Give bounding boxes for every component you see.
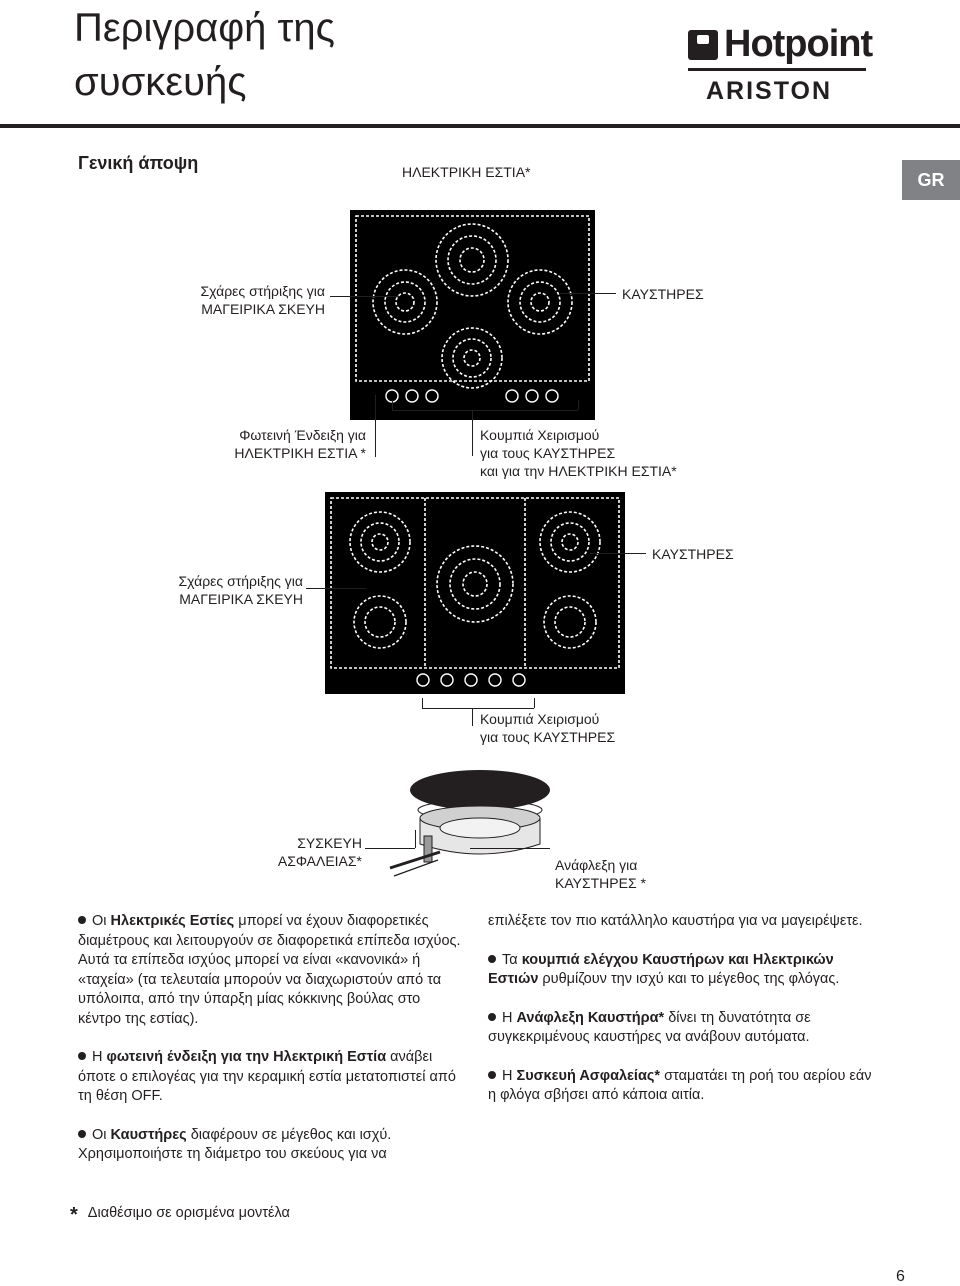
label-knobs-2-line1: Κουμπιά Χειρισμού	[480, 711, 600, 727]
brand-subname: ARISTON	[706, 77, 833, 105]
burner-detail-diagram	[380, 768, 580, 878]
language-tab: GR	[902, 160, 960, 200]
label-grates-2-line2: ΜΑΓΕΙΡΙΚΑ ΣΚΕΥΗ	[179, 591, 303, 607]
bullet-safety-device	[488, 1067, 883, 1106]
label-light-indicator	[160, 426, 366, 462]
text-bold: Συσκευή Ασφαλείας*	[516, 1067, 661, 1084]
logo-divider	[688, 68, 866, 71]
bullet-dot-icon	[78, 916, 86, 924]
page-number: 6	[896, 1268, 905, 1285]
text-bold: κουμπιά ελέγχου Καυστήρων και Ηλεκτρικών Εστιών	[488, 951, 834, 987]
page-title-line2: συσκευής	[74, 60, 247, 104]
leader-safety	[365, 848, 415, 849]
label-knobs-2-line2: για τους ΚΑΥΣΤΗΡΕΣ	[480, 729, 616, 745]
bullet-control-knobs	[488, 951, 883, 990]
brand-name: Hotpoint	[724, 23, 873, 65]
text: δίνει τη δυνατότητα σε συγκεκριμένους καυστήρες να ανάβουν αυτόματα.	[488, 1009, 811, 1045]
bracket-tick	[392, 400, 393, 410]
text: σταματάει τη ροή του αερίου εάν η φλόγα σβήσει από κάποια αιτία.	[488, 1067, 872, 1103]
text: Η	[502, 1009, 517, 1026]
label-burners-1: ΚΑΥΣΤΗΡΕΣ	[622, 286, 704, 302]
page-title-line1: Περιγραφή της	[74, 6, 335, 50]
hob-diagram-square	[350, 210, 595, 420]
leader-burners-2	[590, 553, 646, 554]
label-grates-1	[130, 282, 325, 318]
footnote-text: Διαθέσιμο σε ορισμένα μοντέλα	[87, 1205, 290, 1221]
text-bold: Καυστήρες	[110, 1126, 187, 1143]
leader-ignition	[470, 848, 550, 849]
bracket-tick	[578, 400, 579, 410]
bullet-dot-icon	[78, 1052, 86, 1060]
bullet-dot-icon	[78, 1130, 86, 1138]
label-grates-1-line2: ΜΑΓΕΙΡΙΚΑ ΣΚΕΥΗ	[201, 301, 325, 317]
text-column-left	[78, 912, 466, 1184]
label-light-line1: Φωτεινή Ένδειξη για	[239, 427, 366, 443]
header-rule	[0, 124, 960, 128]
brand-logo-icon	[688, 30, 718, 60]
text: ανάβει όποτε ο επιλογέας για την κεραμική εστία μετατοπιστεί από τη θέση OFF.	[78, 1049, 456, 1104]
leader-light	[375, 395, 376, 457]
hob-diagram-wide	[325, 492, 625, 694]
label-knobs-1-line1: Κουμπιά Χειρισμού	[480, 427, 600, 443]
text: Η	[92, 1049, 107, 1065]
bracket-knobs-1	[392, 410, 578, 411]
label-grates-1-line1: Σχάρες στήριξης για	[200, 283, 325, 299]
label-grates-2	[110, 572, 303, 608]
leader-burners-1	[560, 293, 616, 294]
section-title: Γενική άποψη	[78, 153, 199, 173]
text-bold: φωτεινή ένδειξη για την Ηλεκτρική Εστία	[106, 1049, 387, 1065]
leader-knobs-1	[472, 410, 473, 456]
leader-grates-2	[306, 588, 366, 589]
label-knobs-2	[480, 710, 615, 746]
text: Η	[502, 1067, 517, 1084]
label-safety-line1: ΣΥΣΚΕΥΗ	[297, 835, 362, 851]
bullet-dot-icon	[488, 955, 496, 963]
text: διαφέρουν σε μέγεθος και ισχύ. Χρησιμοποιήστε τη διάμετρο του σκεύους για να	[78, 1126, 392, 1162]
label-knobs-1-line3: και για την ΗΛΕΚΤΡΙΚΗ ΕΣΤΙΑ*	[480, 463, 677, 479]
bullet-burners	[78, 1126, 466, 1165]
text: Οι	[92, 1126, 111, 1143]
label-knobs-1-line2: για τους ΚΑΥΣΤΗΡΕΣ	[480, 445, 616, 461]
bracket-tick	[422, 698, 423, 708]
text: μπορεί να έχουν διαφορετικές διαμέτρους και λειτουργούν σε διαφορετικά επίπεδα ισχύος. Αυτά τα επίπεδα ισχύος μπορεί να είναι «κανονικά» ή «ταχεία» (τα τελευταία μπορούν να διαχωριστούν από τα υπόλοιπα, από την ύπαρξη μίας κόκκινης βούλας στο κέντρο της εστίας).	[78, 913, 461, 1027]
label-safety-line2: ΑΣΦΑΛΕΙΑΣ*	[277, 853, 362, 869]
label-ignition	[555, 856, 646, 892]
footnote-star: *	[70, 1204, 78, 1226]
bullet-dot-icon	[488, 1013, 496, 1021]
label-burners-2: ΚΑΥΣΤΗΡΕΣ	[652, 546, 734, 562]
leader-safety-tick	[415, 830, 416, 848]
label-electric-hotplate: ΗΛΕΚΤΡΙΚΗ ΕΣΤΙΑ*	[402, 164, 531, 180]
bullet-electric-hotplates	[78, 912, 466, 1029]
text: Τα	[502, 951, 522, 968]
bullet-ignition	[488, 1009, 883, 1048]
leader-knobs-2	[472, 708, 473, 726]
page-title	[74, 0, 335, 110]
label-safety-device	[200, 834, 362, 870]
text: Οι	[92, 913, 111, 929]
bracket-knobs-2	[422, 708, 534, 709]
continuation-text: επιλέξετε τον πιο κατάλληλο καυστήρα για να μαγειρέψετε.	[488, 913, 863, 929]
label-ignition-line1: Ανάφλεξη για	[555, 857, 638, 873]
label-knobs-1	[480, 426, 677, 480]
text-bold: Ηλεκτρικές Εστίες	[110, 913, 235, 929]
bullet-dot-icon	[488, 1071, 496, 1079]
label-ignition-line2: ΚΑΥΣΤΗΡΕΣ *	[555, 875, 646, 891]
bullet-light-indicator	[78, 1048, 466, 1107]
bracket-tick	[534, 698, 535, 708]
leader-grates-1	[330, 296, 400, 297]
footnote	[70, 1204, 290, 1227]
label-grates-2-line1: Σχάρες στήριξης για	[178, 573, 303, 589]
text: ρυθμίζουν την ισχύ και το μέγεθος της φλόγας.	[538, 971, 840, 987]
text-column-right	[488, 912, 883, 1125]
label-light-line2: ΗΛΕΚΤΡΙΚΗ ΕΣΤΙΑ *	[234, 445, 366, 461]
text-bold: Ανάφλεξη Καυστήρα*	[516, 1009, 665, 1026]
